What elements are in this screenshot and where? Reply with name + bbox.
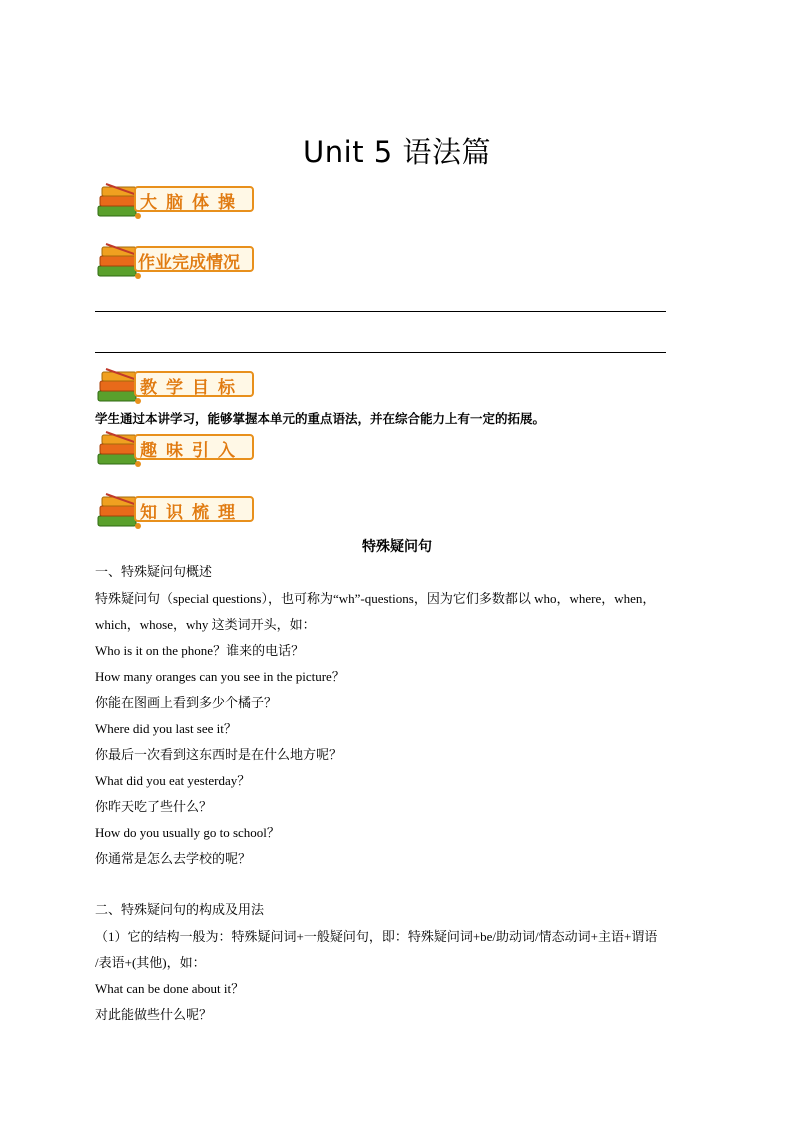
example-line: 对此能做些什么呢？	[95, 1007, 213, 1022]
example-line: 你能在图画上看到多少个橘子？	[95, 695, 278, 710]
topic-heading: 特殊疑问句	[362, 539, 432, 555]
example-line: What did you eat yesterday？	[95, 773, 251, 788]
example-line: 你昨天吃了些什么？	[95, 799, 213, 814]
section-badge-knowledge-review	[96, 492, 258, 532]
example-line: What can be done about it？	[95, 981, 245, 996]
section-title: 大脑体操	[140, 193, 244, 213]
part1-intro-line2: which，whose，why 这类词开头，如：	[95, 617, 316, 632]
section-badge-homework-status	[96, 242, 258, 282]
section-badge-brain-exercise	[96, 182, 258, 222]
example-line: Where did you last see it？	[95, 721, 237, 736]
section-badge-teaching-objectives	[96, 367, 258, 407]
objective-text: 学生通过本讲学习，能够掌握本单元的重点语法，并在综合能力上有一定的拓展。	[95, 411, 546, 426]
part2-rule-line2: /表语+(其他)，如：	[95, 955, 206, 970]
blank-line	[95, 311, 666, 312]
part1-intro-line1: 特殊疑问句（special questions），也可称为“wh”-questions，因为它们多数都以 who，where，when，	[95, 591, 656, 606]
page-title: Unit 5 语法篇	[303, 135, 491, 169]
part2-title: 二、特殊疑问句的构成及用法	[95, 903, 265, 918]
section-title: 趣味引入	[140, 441, 244, 461]
example-line: How do you usually go to school？	[95, 825, 280, 840]
blank-line	[95, 352, 666, 353]
section-title: 教学目标	[140, 378, 244, 398]
section-title: 知识梳理	[140, 503, 244, 523]
section-badge-fun-intro	[96, 430, 258, 470]
section-title: 作业完成情况	[138, 253, 240, 273]
part2-rule-line1: （1）它的结构一般为：特殊疑问词+一般疑问句，即：特殊疑问词+be/助动词/情态动词+主语+谓语	[95, 929, 658, 944]
part1-title: 一、特殊疑问句概述	[95, 565, 213, 580]
example-line: Who is it on the phone？谁来的电话？	[95, 643, 305, 658]
example-line: How many oranges can you see in the picture？	[95, 669, 345, 684]
example-line: 你最后一次看到这东西时是在什么地方呢？	[95, 747, 343, 762]
example-line: 你通常是怎么去学校的呢？	[95, 851, 252, 866]
